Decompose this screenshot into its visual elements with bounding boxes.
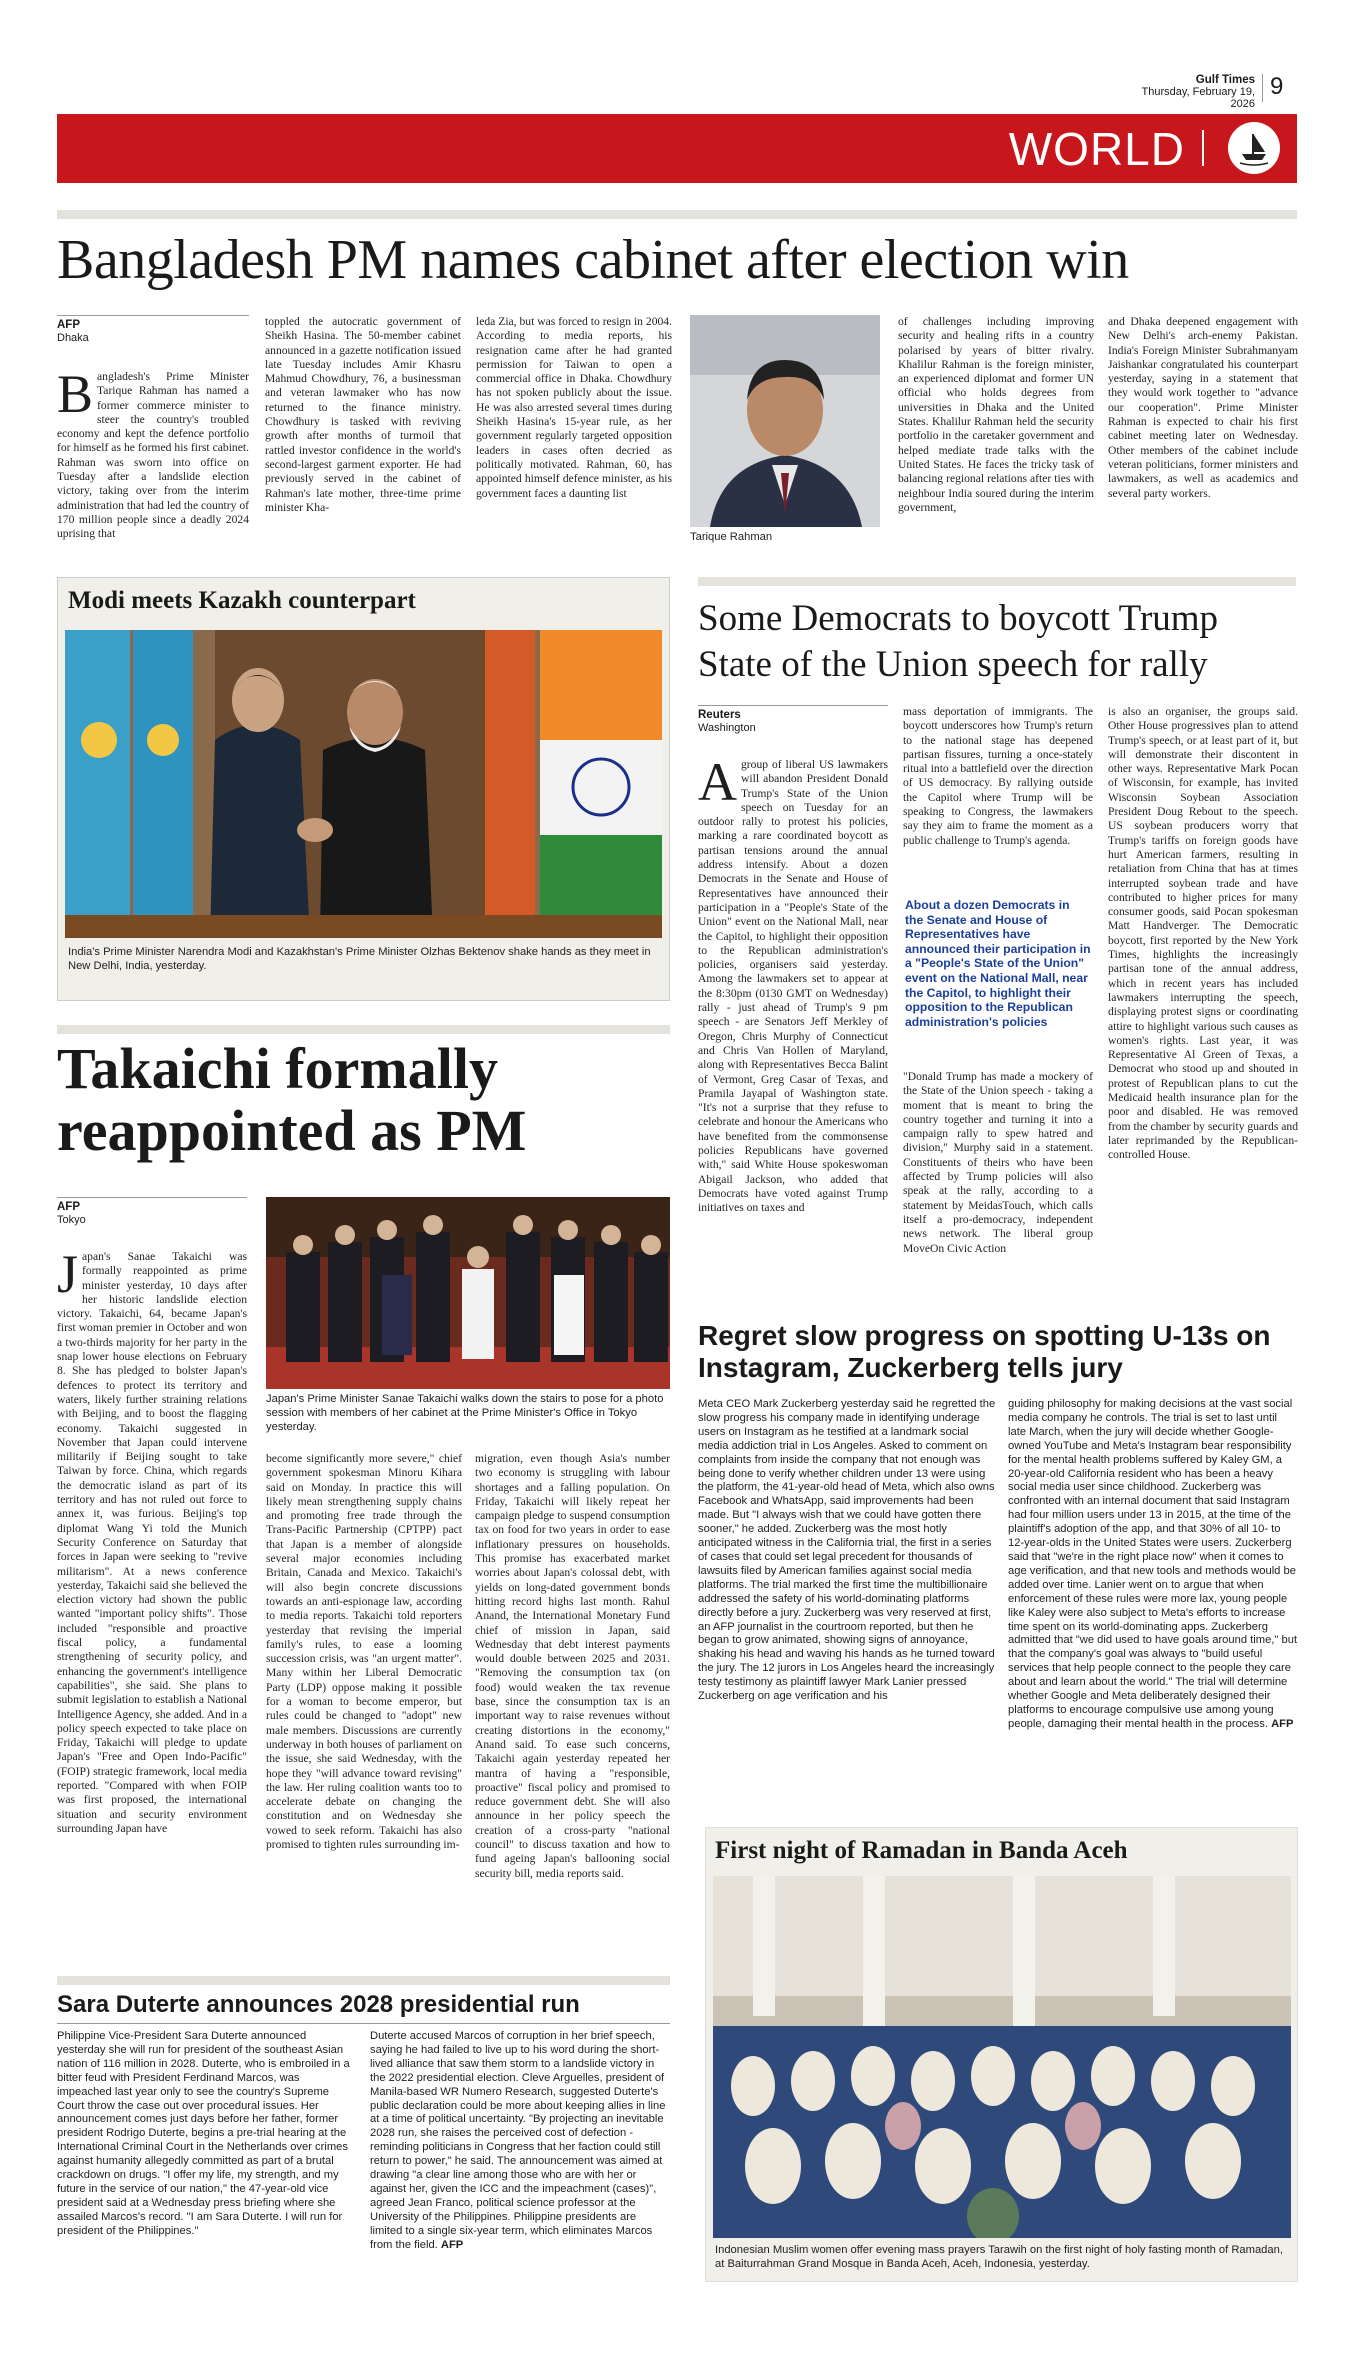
article-text: apan's Sanae Takaichi was formally reappointed as prime minister yesterday, 10 days after her historic landslide election victory. Takaichi, 64, became Japan's first woman premier in October and won a two-thirds majority for her party in the snap lower house elections on February 8. She has pledged to bolster Japan's defences to protect its territory and waters, likely further straining relations with Beijing, and to boost the flagging economy. Takaichi suggested in November that Japan could intervene militarily if Beijing sought to take Taiwan by force. China, which regards the democratic island as part of its territory and has not ruled out force to annex it, was furious. Beijing's top diplomat Wang Yi told the Munich Security Conference on Saturday that forces in Japan were seeking to "revive militarism". At a news conference yesterday, Takaichi said she believed the election victory had shown the public wanted "important policy shifts". Those included "responsible and proactive fiscal policy, a fundamental strengthening of security policy, and enhancing the government's intelligence capabilities", she said. She plans to submit legislation to establish a National Intelligence Agency, she added. And in a policy speech expected to take place on Friday, Takaichi will pledge to update Japan's "Free and Open Indo-Pacific" (FOIP) strategic framework, local media reported. "Compared with when FOIP was first proposed, the international situation and security environment surrounding Japan have	[57, 1250, 247, 1835]
democrats-col-2-bottom: "Donald Trump has made a mockery of the State of the Union speech - taking a moment that is meant to bring the country together and turning it into a campaign rally to spew hatred and division," Murphy said in a statement. Constituents of theirs who have been affected by Trump policies will also speak at the rally, according to a statement by MeidasTouch, which calls itself a pro-democracy, independent news network. The liberal group MoveOn Civic Action	[903, 1070, 1093, 1255]
rahman-photo	[690, 315, 880, 527]
zuckerberg-col-2	[1008, 1398, 1298, 1818]
democrats-col-1	[698, 758, 888, 1322]
bangladesh-col-1	[57, 370, 249, 560]
drop-cap: B	[57, 370, 94, 424]
paper-name: Gulf Times	[1195, 74, 1255, 86]
duterte-col-1: Philippine Vice-President Sara Duterte announced yesterday she will run for president of the southeast Asian nation of 116 million in 2028. Duterte, who is embroiled in a bitter feud with President Ferdinand Marcos, was impeached last year only to see the country's Supreme Court throw the case out over procedural issues. Her announcement comes just days before her father, former president Rodrigo Duterte, begins a pre-trial hearing at the International Criminal Court in the Netherlands over crimes against humanity allegedly committed as part of a brutal crackdown on drugs. "I offer my life, my strength, and my future in the service of our nation," the 47-year-old vice president said at a Wednesday press briefing where she assailed Marcos's record. "I am Sara Duterte. I will run for president of the Philippines."	[57, 2030, 350, 2237]
dateline: Washington	[698, 722, 756, 734]
sign-off: AFP	[1271, 1717, 1294, 1730]
article-text: Duterte accused Marcos of corruption in her brief speech, saying he had failed to live up to his word during the short-lived alliance that saw them storm to a landslide victory in the 2022 presidential election. Cleve Arguelles, president of Manila-based WR Numero Research, suggested Duterte's public declaration could be more about keeping allies in line at a time of political uncertainty. "By projecting an inevitable 2028 run, she raises the perceived cost of defection - reminding politicians in Congress that her faction could still return to power," he said. The announcement was aimed at drawing "a clear line among those who are with her or against her, given the ICC and the impeachment (cases)", agreed Jean Franco, political science professor at the University of the Philippines. Philippine presidents are limited to a single six-year term, which eliminates Marcos from the field.	[370, 2030, 666, 2251]
takaichi-col-2: become significantly more severe," chief government spokesman Minoru Kihara said on Monday. In practice this will likely mean strengthening supply chains and promoting free trade through the Trans-Pacific Partnership (CPTPP) pact that Japan is a member of alongside several major economies including Britain, Canada and Mexico. Takaichi's will also begin concrete discussions towards an anti-espionage law, according to media reports. Takaichi told reporters yesterday that revising the imperial family's rules, to ease a looming succession crisis, was "an urgent matter". Many within her Liberal Democratic Party (LDP) oppose making it possible for a woman to become emperor, but rules could be changed to "adopt" new male members. Discussions are currently underway in both houses of parliament on the issue, she said Wednesday, with the hope they "will advance toward revising" the law. Her ruling coalition wants too to accelerate debate on changing the constitution and on Wednesday she vowed to seek reform. Takaichi has also promised to tighten rules surrounding im-	[266, 1452, 462, 1852]
modi-photo-box	[57, 577, 670, 1001]
issue-date: Thursday, February 19, 2026	[1141, 86, 1255, 110]
zuckerberg-headline: Regret slow progress on spotting U-13s on Instagram, Zuckerberg tells jury	[698, 1320, 1271, 1383]
section-title: WORLD	[1008, 123, 1185, 175]
takaichi-col-3: migration, even though Asia's number two economy is struggling with labour shortages and a falling population. On Friday, Takaichi will likely repeat her campaign pledge to suspend consumption tax on food for two years in order to ease inflationary pressures on households. This promise has exacerbated market worries about Japan's colossal debt, with yields on long-dated government bonds hitting record highs last month. Rahul Anand, the International Monetary Fund chief of mission in Japan, said Wednesday that debt interest payments would double between 2025 and 2031. "Removing the consumption tax (on food) would weaken the tax revenue base, since the consumption tax is an important way to raise revenues without creating distortions in the economy," Anand said. To ease such concerns, Takaichi again yesterday repeated her mantra of having a "responsible, proactive" fiscal policy and promised to reduce government debt. She will also announce in her policy speech the creation of a cross-party "national council" to discuss taxation and how to fund ageing Japan's ballooning social security bill, media reports said.	[475, 1452, 670, 1880]
page-number: 9	[1270, 73, 1284, 100]
zuckerberg-col-1: Meta CEO Mark Zuckerberg yesterday said he regretted the slow progress his company made in identifying underage users on Instagram as he testified at a landmark social media addiction trial in Los Angeles. Asked to comment on complaints from inside the company that not enough was being done to verify whether children under 13 were using the platform, the 41-year-old head of Meta, which also owns Facebook and WhatsApp, said improvements had been made. But "I always wish that we could have gotten there sooner," he added. Zuckerberg was the most hotly anticipated witness in the California trial, the first in a series of cases that could set legal precedent for thousands of lawsuits filed by American families against social media platforms. The trial marked the first time the multibillionaire addressed the safety of his world-dominating platforms directly before a jury. Zuckerberg was very reserved at first, an AFP journalist in the courtroom reported, but then he began to grow animated, showing signs of annoyance, shaking his head and waving his hands as he turned toward the jury. The 12 jurors in Los Angeles heard the increasingly testy testimony as plaintiff lawyer Mark Lanier pressed Zuckerberg on age verification and his	[698, 1398, 996, 1703]
story-divider	[57, 1976, 670, 1985]
democrats-pullquote: About a dozen Democrats in the Senate and House of Representatives have announced their participation in a "People's State of the Union" event on the National Mall, near the Capitol, to highlight their opposition to the Republican administration's policies	[905, 898, 1091, 1029]
ramadan-photo	[713, 1876, 1291, 2238]
duterte-headline: Sara Duterte announces 2028 presidential run	[57, 1991, 580, 2018]
democrats-headline: Some Democrats to boycott Trump State of the Union speech for rally	[698, 598, 1219, 685]
takaichi-caption: Japan's Prime Minister Sanae Takaichi walks down the stairs to pose for a photo session with members of her cabinet at the Prime Minister's Office in Tokyo yesterday.	[266, 1393, 664, 1433]
takaichi-headline: Takaichi formally reappointed as PM	[57, 1036, 527, 1163]
ramadan-photo-box	[705, 1827, 1298, 2282]
agency-name: AFP	[57, 319, 80, 331]
modi-headline: Modi meets Kazakh counterpart	[68, 587, 416, 614]
modi-caption: India's Prime Minister Narendra Modi and Kazakhstan's Prime Minister Olzhas Bektenov shake hands as they meet in New Delhi, India, yesterday.	[68, 946, 651, 972]
agency-name: Reuters	[698, 709, 741, 721]
dateline: Dhaka	[57, 332, 89, 344]
story-divider	[57, 210, 1297, 219]
ramadan-caption: Indonesian Muslim women offer evening mass prayers Tarawih on the first night of holy fasting month of Ramadan, at Baiturrahman Grand Mosque in Banda Aceh, Aceh, Indonesia, yesterday.	[715, 2244, 1283, 2270]
section-divider	[1202, 130, 1204, 166]
drop-cap: A	[698, 758, 737, 812]
democrats-col-2-top: mass deportation of immigrants. The boycott underscores how Trump's return to the national stage has deepened partisan fissures, turning a once-stately ritual into a battlefield over the direction of US democracy. By rallying outside the Capitol where Trump will be speaking to Congress, the lawmakers say they aim to frame the moment as a public challenge to Trump's agenda.	[903, 705, 1093, 847]
democrats-byline	[698, 705, 888, 735]
page-divider	[1262, 74, 1263, 102]
modi-photo	[65, 630, 662, 938]
article-text: angladesh's Prime Minister Tarique Rahman has named a former commerce minister to steer the country's troubled economy and kept the defence portfolio for himself as he formed his first cabinet. Rahman was sworn into office on Tuesday after a landslide election victory, taking over from the interim administration that had led the country of 170 million people since a deadly 2024 uprising that	[57, 370, 249, 541]
dhow-boat-icon	[1228, 122, 1280, 174]
democrats-col-3: is also an organiser, the groups said. Other House progressives plan to attend Trump's speech, or at least part of it, but will demonstrate their discontent in other ways. Representative Mark Pocan of Wisconsin, for example, has invited Wisconsin Soybean Association President Doug Rebout to the speech. US soybean producers worry that Trump's tariffs on foreign goods have hurt American farmers, resulting in retaliation from China that has at times interrupted soybean trade and have contributed to higher prices for many consumer goods, said Pocan spokesman Matt Handverger. The Democratic boycott, first reported by the New York Times, highlights the increasingly partisan tone of the annual address, which in recent years has included lawmakers interrupting the speech, displaying protest signs or coordinating attire to highlight various such causes as women's rights. Last year, it was Representative Al Green of Texas, a Democrat who stood up and shouted in protest of Republican plans to cut the Medicaid health insurance plan for the poor and disabled. He was removed from the chamber by security guards and later reprimanded by the Republican-controlled House.	[1108, 705, 1298, 1162]
bangladesh-col-5: and Dhaka deepened engagement with New Delhi's arch-enemy Pakistan. India's Foreign Minister Subrahmanyam Jaishankar congratulated his counterpart yesterday, saying in a statement that they would work together to "advance our cooperation". Prime Minister Rahman is expected to chair his first cabinet meeting later on Wednesday. Other members of the cabinet include veteran politicians, former ministers and lawmakers, as well as academics and several party workers.	[1108, 315, 1298, 500]
duterte-col-2	[370, 2030, 670, 2320]
article-text: guiding philosophy for making decisions at the vast social media company he controls. The trial is set to last until late March, when the jury will decide whether Google-owned YouTube and Meta's Instagram bear responsibility for the mental health problems suffered by Kaley GM, a 20-year-old California resident who has been a heavy social media user since childhood. Zuckerberg was confronted with an internal document that said Instagram had four million users under 13 in 2015, at the time of the plaintiff's adoption of the app, and that 30% of all 10- to 12-year-olds in the United States were users. Zuckerberg said that "we're in the right place now" when it comes to age verification, and that new tools and methods would be added over time. Lanier went on to argue that when enforcement of these rules were more lax, young people like Kaley were also subject to Meta's efforts to increase time spent on its world-dominating apps. Zuckerberg admitted that "we did used to have goals around time," but that the company's goal was always to "build useful services that help people connect to the people they care about and learn about the world." The trial will determine whether Google and Meta deliberately designed their platforms to encourage compulsive use among young people, damaging their mental health in the process.	[1008, 1398, 1298, 1730]
agency-name: AFP	[57, 1201, 80, 1213]
bangladesh-byline	[57, 315, 249, 345]
article-text: group of liberal US lawmakers will abandon President Donald Trump's State of the Union speech on Tuesday for an outdoor rally to protest his policies, marking a rare coordinated boycott as partisan tensions around the annual address intensify. About a dozen Democrats in the Senate and House of Representatives have announced their participation in a "People's State of the Union" event on the National Mall, near the Capitol, to highlight their opposition to the Republican administration's policies, organisers said yesterday. Among the lawmakers set to appear at the 8:30pm (0130 GMT on Wednesday) rally - just ahead of Trump's 9 pm speech - are Senators Jeff Merkley of Oregon, Chris Murphy of Connecticut and Chris Van Hollen of Maryland, along with Representatives Becca Balint of Vermont, Greg Casar of Texas, and Pramila Jayapal of Washington state. "It's not a surprise that they refuse to celebrate and honour the Americans who have benefited from the commonsense policies Republicans have governed with," said White House spokeswoman Abigail Jackson, who added that Democrats have voted against Trump initiatives on taxes and	[698, 758, 888, 1215]
takaichi-col-1	[57, 1250, 247, 1975]
rahman-caption: Tarique Rahman	[690, 531, 773, 543]
sign-off: AFP	[440, 2238, 464, 2251]
bangladesh-headline: Bangladesh PM names cabinet after election win	[57, 229, 1129, 291]
bangladesh-col-2: toppled the autocratic government of Sheikh Hasina. The 50-member cabinet announced in a gazette notification issued late Tuesday includes Amir Khasru Mahmud Chowdhury, 76, a businessman and veteran lawmaker who has now returned to the finance ministry. Chowdhury is tasked with reviving growth after months of turmoil that rattled investor confidence in the world's second-largest garment exporter. He had previously served in the cabinet of Rahman's late mother, three-time prime minister Kha-	[265, 315, 461, 514]
takaichi-byline	[57, 1197, 247, 1227]
dateline: Tokyo	[57, 1214, 86, 1226]
bangladesh-col-4: of challenges including improving security and healing rifts in a country polarised by years of bitter rivalry. Khalilur Rahman is the foreign minister, an experienced diplomat and former UN official who holds degrees from universities in Dhaka and the United States. Khalilur Rahman held the security portfolio in the caretaker government and helped mediate trade talks with the United States. He faces the tricky task of balancing regional relations after ties with neighbour India soured during the interim government,	[898, 315, 1094, 514]
section-band	[57, 114, 1297, 183]
masthead	[1135, 74, 1255, 110]
drop-cap: J	[57, 1250, 79, 1304]
ramadan-headline: First night of Ramadan in Banda Aceh	[715, 1837, 1128, 1864]
takaichi-photo	[266, 1197, 670, 1389]
story-divider	[57, 1025, 670, 1034]
headline-rule	[57, 2023, 670, 2024]
bangladesh-col-3: leda Zia, but was forced to resign in 2004. According to media reports, his resignation came after he had granted permission for Taiwan to open a commercial office in Dhaka. Chowdhury has not spoken publicly about the issue. He was also arrested several times during Sheikh Hasina's 15-year rule, as her government regularly targeted opposition leaders in cases often decried as politically motivated. Rahman, 60, has appointed himself defence minister, as his government faces a daunting list	[476, 315, 672, 500]
story-divider	[698, 577, 1296, 586]
